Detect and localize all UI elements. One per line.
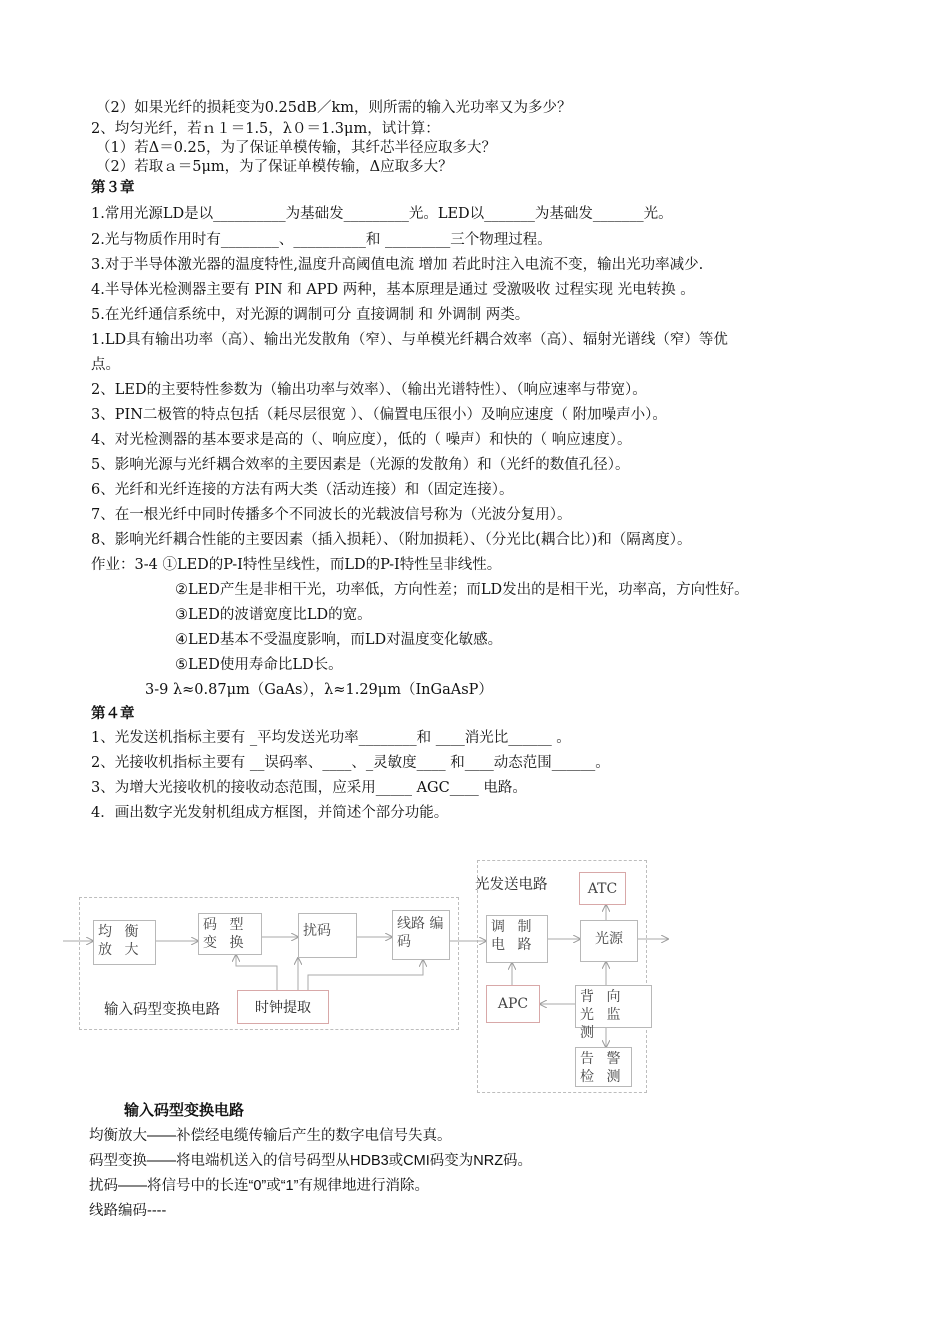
question-line: （2）若取ａ＝5μm，为了保证单模传输，Δ应取多大？	[96, 159, 453, 175]
answer-line: 4、对光检测器的基本要求是高的（、响应度），低的（ 噪声）和快的（ 响应速度）。	[91, 432, 632, 448]
homework-line: ④LED基本不受温度影响，而LD对温度变化敏感。	[175, 632, 503, 648]
fill-line: 1、光发送机指标主要有 _平均发送光功率________和 ____消光比______ 。	[91, 730, 571, 746]
chapter-3-heading: 第３章	[91, 180, 135, 196]
input-code-section-label: 输入码型变换电路	[104, 1002, 220, 1018]
answer-line: 点。	[91, 357, 120, 373]
homework-line: ②LED产生是非相干光，功率低，方向性差；而LD发出的是相干光，功率高，方向性好。	[175, 582, 749, 598]
equalizer-block: 均 衡 放 大	[93, 920, 156, 965]
answer-line: 3、PIN二极管的特点包括（耗尽层很宽 ）、（偏置电压很小）及响应速度（ 附加噪声小）。	[91, 407, 667, 423]
answer-line: 7、在一根光纤中同时传播多个不同波长的光载波信号称为（光波分复用）。	[91, 507, 572, 523]
light-source-block: 光源	[580, 920, 638, 962]
explain-line: 码型变换——将电端机送入的信号码型从HDB3或CMI码变为NRZ码。	[89, 1153, 533, 1169]
explain-heading: 输入码型变换电路	[124, 1102, 245, 1119]
explain-line: 扰码——将信号中的长连“0”或“1”有规律地进行消除。	[89, 1178, 429, 1194]
fill-line: 2.光与物质作用时有________、__________和 _________三个物理过程。	[91, 232, 552, 248]
line-code-block: 线路 编码	[392, 910, 450, 960]
code-convert-block: 码 型 变 换	[198, 913, 262, 955]
answer-line: 2、LED的主要特性参数为（输出功率与效率）、（输出光谱特性）、（响应速率与带宽）。	[91, 382, 647, 398]
homework-line: 作业：3-4 ①LED的P-I特性呈线性，而LD的P-I特性呈非线性。	[91, 557, 502, 573]
answer-line: 5、影响光源与光纤耦合效率的主要因素是（光源的发散角）和（光纤的数值孔径）。	[91, 457, 630, 473]
fill-line: 1.常用光源LD是以__________为基础发_________光。LED以_______为基础发_______光。	[91, 206, 673, 222]
answer-line: 1.LD具有输出功率（高）、输出光发散角（窄）、与单模光纤耦合效率（高）、辐射光谱线（窄）等优	[91, 332, 728, 348]
explain-line: 均衡放大——补偿经电缆传输后产生的数字电信号失真。	[89, 1128, 452, 1144]
question-line: （2）如果光纤的损耗变为0.25dB／km，则所需的输入光功率又为多少？	[96, 100, 572, 116]
answer-line: 6、光纤和光纤连接的方法有两大类（活动连接）和（固定连接）。	[91, 482, 514, 498]
apc-block: APC	[486, 985, 540, 1023]
question-line: 4．画出数字光发射机组成方框图，并简述个部分功能。	[91, 805, 449, 821]
fill-line: 3、为增大光接收机的接收动态范围，应采用_____ AGC____ 电路。	[91, 780, 527, 796]
homework-line: 3-9 λ≈0.87μm（GaAs），λ≈1.29μm（InGaAsP）	[145, 682, 493, 698]
clock-extract-block: 时钟提取	[237, 990, 329, 1024]
question-line: 2、均匀光纤，若ｎ１＝1.5，λ０＝1.3μm，试计算：	[91, 121, 440, 137]
homework-line: ③LED的波谱宽度比LD的宽。	[175, 607, 372, 623]
alarm-detect-block: 告 警 检 测	[575, 1047, 632, 1087]
fill-line: 4.半导体光检测器主要有 PIN 和 APD 两种，基本原理是通过 受激吸收 过程实现 光电转换 。	[91, 282, 695, 298]
atc-block: ATC	[579, 872, 626, 905]
fill-line: 2、光接收机指标主要有 __误码率、____、_灵敏度____ 和____动态范围______。	[91, 755, 610, 771]
scramble-block: 扰码	[298, 913, 357, 958]
answer-line: 8、影响光纤耦合性能的主要因素（插入损耗）、（附加损耗）、（分光比(耦合比）)和（隔离度）。	[91, 532, 692, 548]
homework-line: ⑤LED使用寿命比LD长。	[175, 657, 343, 673]
chapter-4-heading: 第４章	[91, 706, 135, 722]
modulator-block: 调 制 电 路	[486, 915, 548, 963]
backlight-monitor-block: 背 向 光 监 测	[575, 985, 652, 1028]
question-line: （1）若Δ＝0.25，为了保证单模传输，其纤芯半径应取多大？	[96, 140, 496, 156]
explain-line: 线路编码----	[89, 1203, 167, 1219]
fill-line: 3.对于半导体激光器的温度特性,温度升高阈值电流 增加 若此时注入电流不变，输出光功率减少.	[91, 257, 704, 273]
optical-tx-section-label: 光发送电路	[475, 877, 548, 893]
fill-line: 5.在光纤通信系统中，对光源的调制可分 直接调制 和 外调制 两类。	[91, 307, 530, 323]
